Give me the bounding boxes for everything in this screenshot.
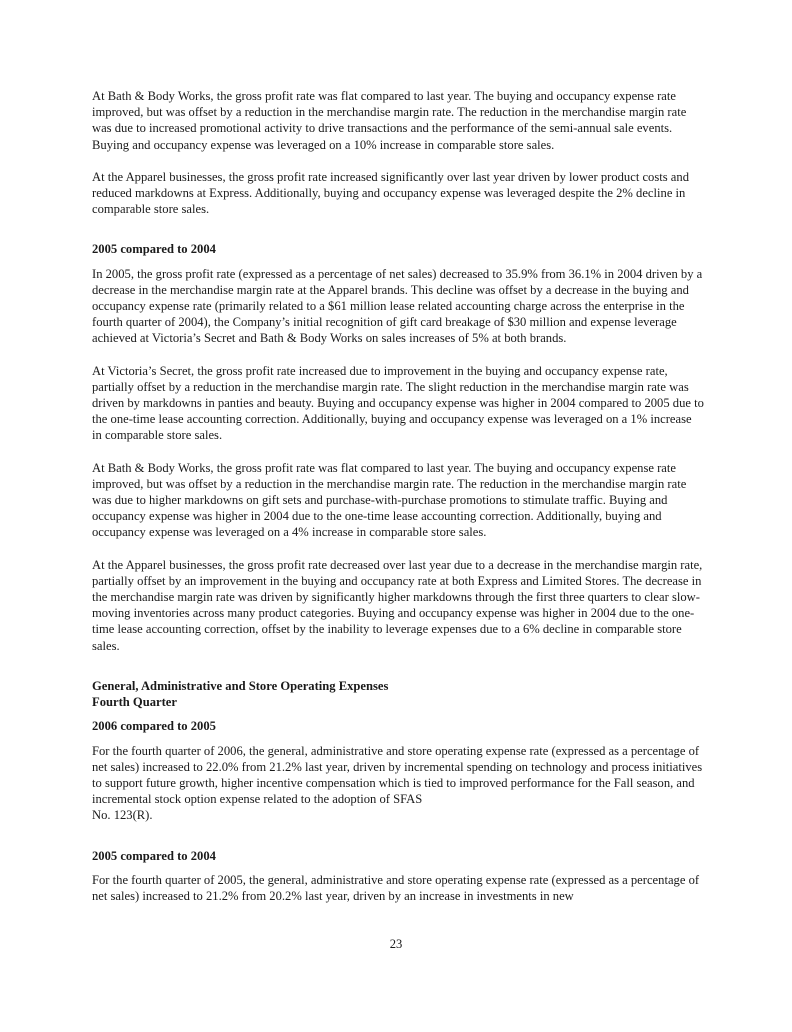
subheading-fourth-quarter: Fourth Quarter <box>92 695 177 710</box>
paragraph-victorias-secret-2005: At Victoria’s Secret, the gross profit rate increased due to improvement in the buying and occupancy expense rate, partially offset by a reduction in the merchandise margin rate. The slight reduction in the merchandise margin rate was driven by markdowns in panties and beauty. Buying and occupancy expense was higher in 2004 compared to 2005 due to the one-time lease accounting correction. Additionally, buying and occupancy expense was leveraged on a 1% increase in comparable store sales. <box>92 363 704 443</box>
document-body <box>92 88 704 904</box>
heading-2005-vs-2004-ga: 2005 compared to 2004 <box>92 848 216 863</box>
paragraph-gross-profit-2005: In 2005, the gross profit rate (expressed as a percentage of net sales) decreased to 35.9% from 36.1% in 2004 driven by a decrease in the merchandise margin rate at the Apparel brands. This decline was offset by a decrease in the buying and occupancy expense rate (primarily related to a $61 million lease related accounting charge across the enterprise in the fourth quarter of 2004), the Company’s initial recognition of gift card breakage of $30 million and expense leverage achieved at Victoria’s Secret and Bath & Body Works on sales increases of 5% at both brands. <box>92 266 703 346</box>
page-number: 23 <box>389 937 403 951</box>
paragraph-ga-2006-text: For the fourth quarter of 2006, the general, administrative and store operating expense rate (expressed as a percentage of net sales) increased to 22.0% from 21.2% last year, driven by incremental spending on technology and process initiatives to support future growth, higher incentive compensation which is tied to improved performance for the Fall season, and incremental stock option expense related to the adoption of SFAS <box>92 743 703 807</box>
paragraph-apparel-2006: At the Apparel businesses, the gross profit rate increased significantly over last year driven by lower product costs and reduced markdowns at Express. Additionally, buying and occupancy expense was leveraged despite the 2% decline in comparable store sales. <box>92 169 689 217</box>
paragraph-ga-2006-tail: No. 123(R). <box>92 808 153 823</box>
paragraph-bbw-2005: At Bath & Body Works, the gross profit rate was flat compared to last year. The buying and occupancy expense rate improved, but was offset by a reduction in the merchandise margin rate. The reduction in the merchandise margin rate was due to higher markdowns on gift sets and purchase-with-purchase promotions to stimulate traffic. Buying and occupancy expense was higher in 2004 due to the one-time lease accounting correction. Additionally, buying and occupancy expense was leveraged on a 4% increase in comparable store sales. <box>92 460 687 540</box>
paragraph-ga-2006 <box>92 743 704 824</box>
heading-2005-vs-2004: 2005 compared to 2004 <box>92 242 216 257</box>
heading-2006-vs-2005: 2006 compared to 2005 <box>92 719 216 734</box>
paragraph-ga-2005: For the fourth quarter of 2005, the general, administrative and store operating expense rate (expressed as a percentage of net sales) increased to 21.2% from 20.2% last year, driven by an increase in investments in new <box>92 872 700 903</box>
paragraph-bbw-2006: At Bath & Body Works, the gross profit rate was flat compared to last year. The buying and occupancy expense rate improved, but was offset by a reduction in the merchandise margin rate. The reduction in the merchandise margin rate was due to increased promotional activity to drive transactions and the performance of the semi-annual sale events. Buying and occupancy expense was leveraged on a 10% increase in comparable store sales. <box>92 89 687 152</box>
section-heading-ga-expenses: General, Administrative and Store Operating Expenses <box>92 678 389 693</box>
paragraph-apparel-2005: At the Apparel businesses, the gross profit rate decreased over last year due to a decrease in the merchandise margin rate, partially offset by an improvement in the buying and occupancy rate at both Express and Limited Stores. The decrease in the merchandise margin rate was driven by significantly higher markdowns through the first three quarters to clear slow-moving inventories across many product categories. Buying and occupancy expense was higher in 2004 due to the one-time lease accounting correction, offset by the inability to leverage expenses due to a 6% decline in comparable store sales. <box>92 557 703 653</box>
